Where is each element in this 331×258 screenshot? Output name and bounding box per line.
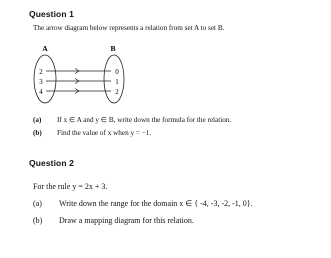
set-b-oval — [104, 55, 124, 103]
set-a-value: 3 — [39, 78, 43, 86]
set-b-value: 1 — [115, 78, 119, 86]
question-2-heading: Question 2 — [29, 158, 74, 168]
part-label: (a) — [33, 199, 42, 208]
question-1-intro: The arrow diagram below represents a relation from set A to set B. — [33, 24, 225, 32]
question-1-part-b — [33, 129, 151, 137]
question-1-part-a — [33, 115, 231, 124]
question-2-rule: For the rule y = 2x + 3. — [33, 182, 108, 191]
question-2-part-b — [33, 216, 194, 225]
arrow-diagram — [28, 43, 168, 113]
part-text: Draw a mapping diagram for this relation. — [59, 216, 194, 225]
set-a-label: A — [42, 44, 48, 53]
part-label: (b) — [33, 129, 42, 137]
set-a-value: 4 — [39, 88, 43, 96]
question-1-heading: Question 1 — [29, 9, 74, 19]
question-2-part-a — [33, 199, 253, 208]
set-b-label: B — [110, 44, 116, 53]
part-label: (a) — [33, 116, 42, 124]
part-text: Write down the range for the domain x ∈ { -4, -3, -2, -1, 0}. — [59, 199, 253, 208]
part-label: (b) — [33, 216, 43, 225]
set-b-value: 2 — [115, 88, 119, 96]
set-b-value: 0 — [115, 68, 119, 76]
set-a-oval — [34, 55, 56, 103]
part-text: If x ∈ A and y ∈ B, write down the formula for the relation. — [57, 116, 232, 124]
set-a-value: 2 — [39, 68, 43, 76]
part-text: Find the value of x when y = −1. — [57, 129, 152, 137]
